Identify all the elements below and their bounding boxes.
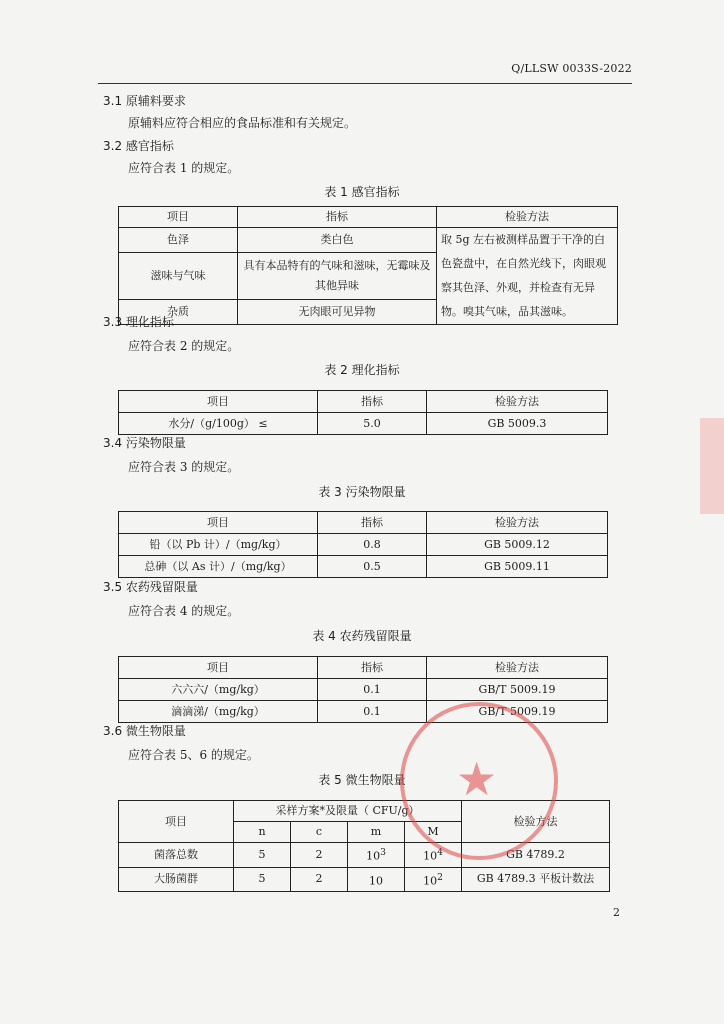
header-cell: 检验方法: [437, 207, 618, 228]
section-heading: 3.3 理化指标: [103, 315, 174, 329]
table-cell: 滋味与气味: [119, 252, 238, 300]
page-number: 2: [613, 906, 620, 919]
table-cell: 色泽: [119, 228, 238, 253]
table-cell: 0.1: [318, 701, 427, 723]
header-cell: 检验方法: [427, 391, 608, 413]
table-cell: $10^3$: [348, 843, 405, 868]
table-cell: GB/T 5009.19: [427, 701, 608, 723]
header-cell: 项目: [119, 657, 318, 679]
table-cell: 5: [234, 843, 291, 868]
seal-star-icon: ★: [456, 752, 498, 806]
header-cell: 检验方法: [462, 801, 610, 843]
header-cell: 指标: [318, 657, 427, 679]
table-cell: 铅（以 Pb 计）/（mg/kg）: [119, 534, 318, 556]
section-text: 应符合表 1 的规定。: [128, 161, 240, 175]
edge-stamp: [700, 418, 724, 514]
table-cell: 5.0: [318, 413, 427, 435]
table-caption: 表 4 农药残留限量: [312, 629, 412, 643]
table-cell: $10^4$: [405, 843, 462, 868]
section-text: 应符合表 2 的规定。: [128, 339, 240, 353]
table-cell: GB/T 5009.19: [427, 679, 608, 701]
table-cell: 0.8: [318, 534, 427, 556]
header-cell: 项目: [119, 512, 318, 534]
table-cell: 滴滴涕/（mg/kg）: [119, 701, 318, 723]
table-cell: 具有本品特有的气味和滋味，无霉味及其他异味: [238, 252, 437, 300]
header-rule: [98, 83, 632, 84]
table-cell: 总砷（以 As 计）/（mg/kg）: [119, 556, 318, 578]
section-heading: 3.5 农药残留限量: [103, 580, 198, 594]
document-code: Q/LLSW 0033S-2022: [511, 62, 632, 75]
table-cell: 2: [291, 867, 348, 892]
section-text: 应符合表 4 的规定。: [128, 604, 240, 618]
table-cell: 类白色: [238, 228, 437, 253]
header-cell: n: [234, 822, 291, 843]
table-cell: GB 4789.2: [462, 843, 610, 868]
section-heading: 3.2 感官指标: [103, 139, 174, 153]
table-cell: 六六六/（mg/kg）: [119, 679, 318, 701]
header-cell: 项目: [119, 801, 234, 843]
sensory-table: [118, 206, 618, 325]
section-text: 原辅料应符合相应的食品标准和有关规定。: [128, 116, 357, 130]
table-caption: 表 2 理化指标: [324, 363, 400, 377]
pesticide-table: [118, 656, 608, 723]
header-cell: 指标: [238, 207, 437, 228]
table-cell: 0.5: [318, 556, 427, 578]
header-cell: 检验方法: [427, 657, 608, 679]
section-heading: 3.1 原辅料要求: [103, 94, 186, 108]
table-cell: 0.1: [318, 679, 427, 701]
table-caption: 表 5 微生物限量: [318, 773, 406, 787]
table-cell: GB 5009.11: [427, 556, 608, 578]
table-cell: 10: [348, 867, 405, 892]
table-cell: GB 5009.12: [427, 534, 608, 556]
table-caption: 表 3 污染物限量: [318, 485, 406, 499]
header-cell: 指标: [318, 391, 427, 413]
header-cell: 项目: [119, 207, 238, 228]
physchem-table: [118, 390, 608, 435]
table-cell: $10^2$: [405, 867, 462, 892]
table-cell: 大肠菌群: [119, 867, 234, 892]
header-cell: 指标: [318, 512, 427, 534]
header-cell: c: [291, 822, 348, 843]
table-caption: 表 1 感官指标: [324, 185, 400, 199]
table-cell: 无肉眼可见异物: [238, 300, 437, 325]
header-cell: m: [348, 822, 405, 843]
table-cell: 杂质: [119, 300, 238, 325]
table-cell: 2: [291, 843, 348, 868]
section-text: 应符合表 5、6 的规定。: [128, 748, 259, 762]
section-text: 应符合表 3 的规定。: [128, 460, 240, 474]
header-cell: M: [405, 822, 462, 843]
table-cell: 5: [234, 867, 291, 892]
section-heading: 3.6 微生物限量: [103, 724, 186, 738]
method-cell: 取 5g 左右被测样品置于干净的白色瓷盘中，在自然光线下，肉眼观察其色泽、外观，并检查有无异物。嗅其气味，品其滋味。: [437, 228, 618, 325]
table-cell: 水分/（g/100g） ≤: [119, 413, 318, 435]
contaminant-table: [118, 511, 608, 578]
header-cell: 检验方法: [427, 512, 608, 534]
section-heading: 3.4 污染物限量: [103, 436, 186, 450]
table-cell: GB 4789.3 平板计数法: [462, 867, 610, 892]
table-cell: GB 5009.3: [427, 413, 608, 435]
header-cell: 采样方案*及限量（ CFU/g）: [234, 801, 462, 822]
header-cell: 项目: [119, 391, 318, 413]
table-cell: 菌落总数: [119, 843, 234, 868]
